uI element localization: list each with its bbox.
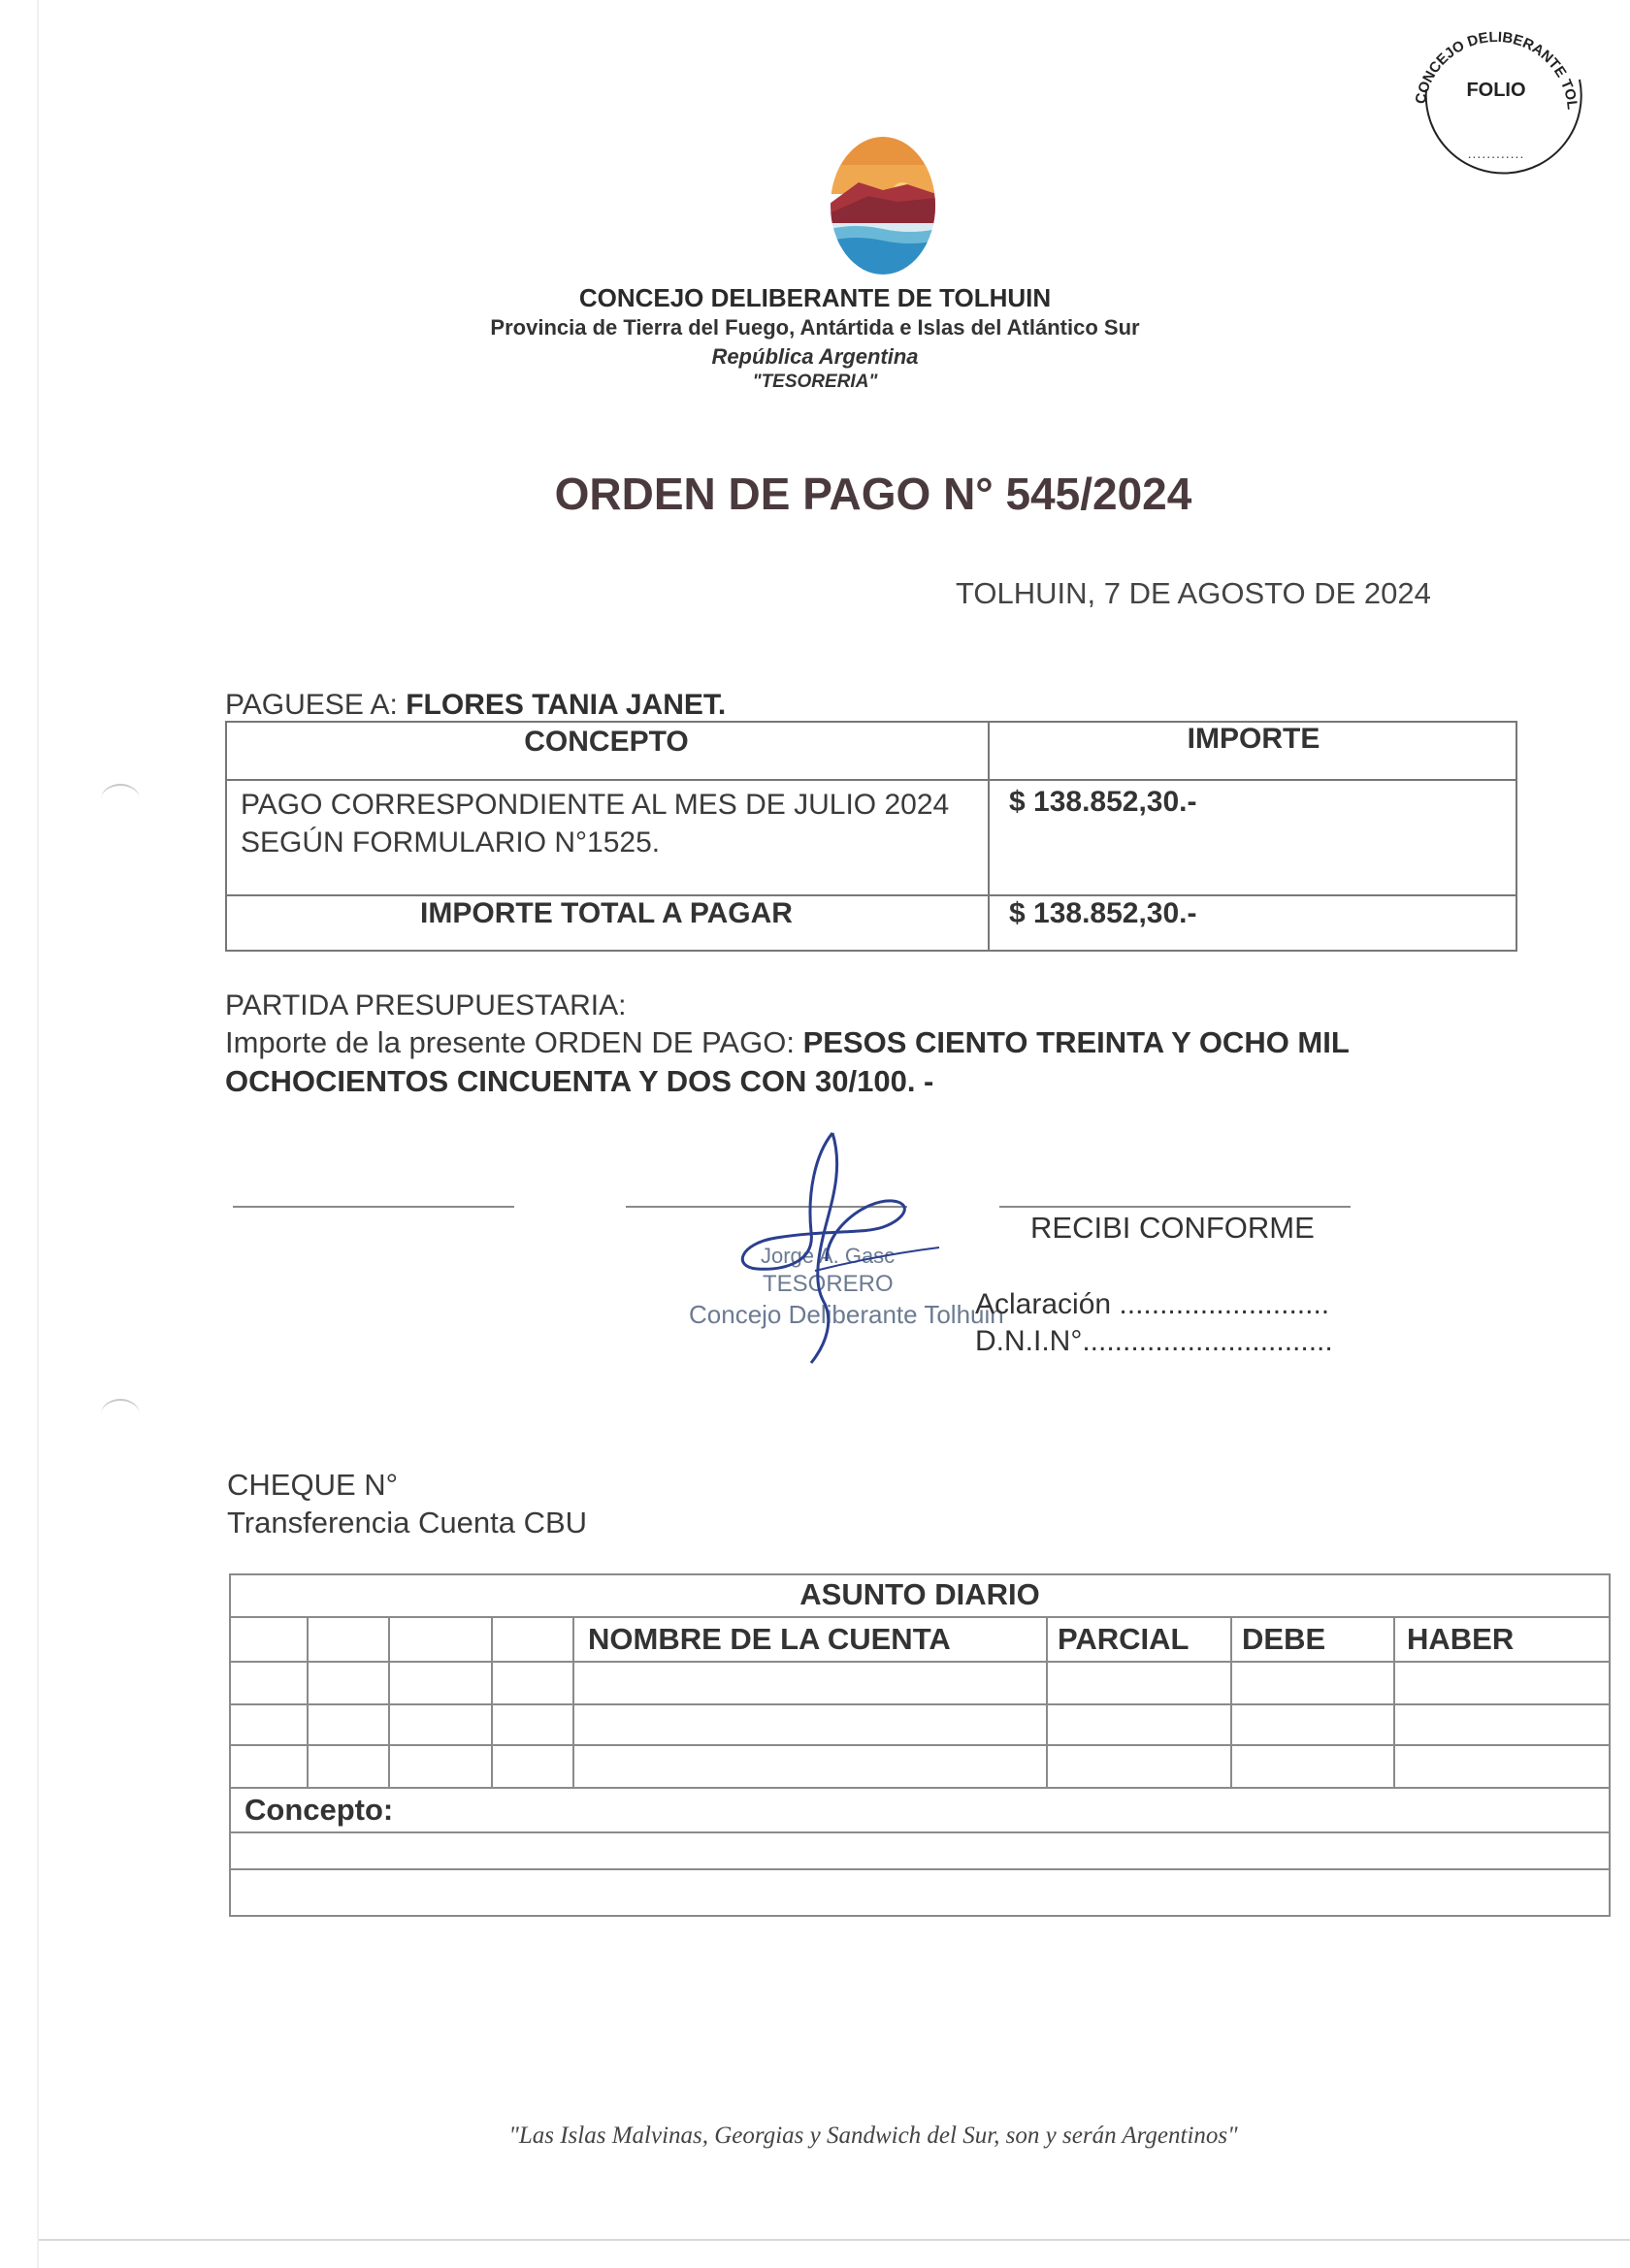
country-name: República Argentina <box>711 344 919 369</box>
table-divider <box>229 1616 1611 1618</box>
handwritten-signature-icon <box>718 1125 970 1368</box>
treasurer-role: TESORERO <box>763 1271 894 1297</box>
signature-line <box>999 1206 1351 1208</box>
table-divider <box>229 1703 1611 1705</box>
stamp-folio-number: ............ <box>1467 146 1525 161</box>
table-divider <box>225 894 1517 896</box>
table-divider <box>1393 1618 1395 1789</box>
amount-in-words <box>225 1023 1525 1101</box>
stamp-arc-text: CONCEJO DELIBERANTE TOL <box>1412 28 1581 111</box>
organization-name: CONCEJO DELIBERANTE DE TOLHUIN <box>578 283 1052 312</box>
col-credit: HABER <box>1407 1622 1515 1656</box>
budget-line-label: PARTIDA PRESUPUESTARIA: <box>225 989 627 1021</box>
table-divider <box>1046 1618 1048 1789</box>
payee-label: PAGUESE A: <box>225 689 398 721</box>
folio-stamp <box>1395 21 1597 206</box>
page-edge-bottom <box>39 2239 1630 2241</box>
stamp-circle-icon <box>1395 21 1597 206</box>
footer-quote: "Las Islas Malvinas, Georgias y Sandwich del Sur, son y serán Argentinos" <box>508 2122 1238 2149</box>
table-divider <box>229 1661 1611 1663</box>
col-debit: DEBE <box>1242 1622 1326 1656</box>
table-divider <box>1230 1618 1232 1789</box>
cheque-label: CHEQUE N° <box>227 1468 399 1502</box>
treasurer-organization: Concejo Deliberante Tolhuin <box>689 1300 1004 1329</box>
stamp-folio-label: FOLIO <box>1466 80 1526 101</box>
place-date: TOLHUIN, 7 DE AGOSTO DE 2024 <box>956 576 1431 610</box>
concept-description: PAGO CORRESPONDIENTE AL MES DE JULIO 2024 SEGÚN FORMULARIO N°1525. <box>241 789 950 859</box>
table-divider <box>229 1744 1611 1746</box>
dni-field: D.N.I.N°............................... <box>975 1325 1333 1357</box>
table-divider <box>225 779 1517 781</box>
table-divider <box>307 1618 309 1789</box>
punch-hole-mark <box>101 784 140 815</box>
province-name: Provincia de Tierra del Fuego, Antártida e Islas del Atlántico Sur <box>490 315 1140 340</box>
table-divider <box>572 1618 574 1789</box>
signature-line <box>233 1206 514 1208</box>
punch-hole-mark <box>101 1399 140 1430</box>
amount-words-prefix: Importe de la presente ORDEN DE PAGO: <box>225 1025 795 1059</box>
header-importe: IMPORTE <box>1187 723 1320 755</box>
col-partial: PARCIAL <box>1058 1622 1190 1656</box>
concept-amount: $ 138.852,30.- <box>1009 786 1197 818</box>
transfer-label: Transferencia Cuenta CBU <box>227 1506 588 1539</box>
table-divider <box>491 1618 493 1789</box>
document-title: ORDEN DE PAGO N° 545/2024 <box>554 469 1192 519</box>
department-name: "TESORERIA" <box>752 372 878 392</box>
table-divider <box>229 1787 1611 1789</box>
total-label: IMPORTE TOTAL A PAGAR <box>420 897 793 929</box>
amount-words: PESOS CIENTO TREINTA Y OCHO MIL OCHOCIENTOS CINCUENTA Y DOS CON 30/100. - <box>225 1025 1350 1098</box>
clarification-field: Aclaración .......................... <box>975 1288 1330 1320</box>
table-divider <box>229 1868 1611 1870</box>
header-concepto: CONCEPTO <box>524 726 689 758</box>
journal-concept-label: Concepto: <box>244 1793 394 1827</box>
payee-name: FLORES TANIA JANET. <box>406 689 727 721</box>
journal-title: ASUNTO DIARIO <box>799 1577 1040 1611</box>
treasurer-name: Jorge A. Gasc <box>761 1244 896 1268</box>
table-divider <box>388 1618 390 1789</box>
table-divider <box>229 1831 1611 1833</box>
received-label: RECIBI CONFORME <box>1030 1211 1315 1245</box>
total-amount: $ 138.852,30.- <box>1009 897 1197 929</box>
council-logo-icon <box>830 136 936 276</box>
payee-line <box>225 689 726 722</box>
col-account-name: NOMBRE DE LA CUENTA <box>588 1622 951 1656</box>
